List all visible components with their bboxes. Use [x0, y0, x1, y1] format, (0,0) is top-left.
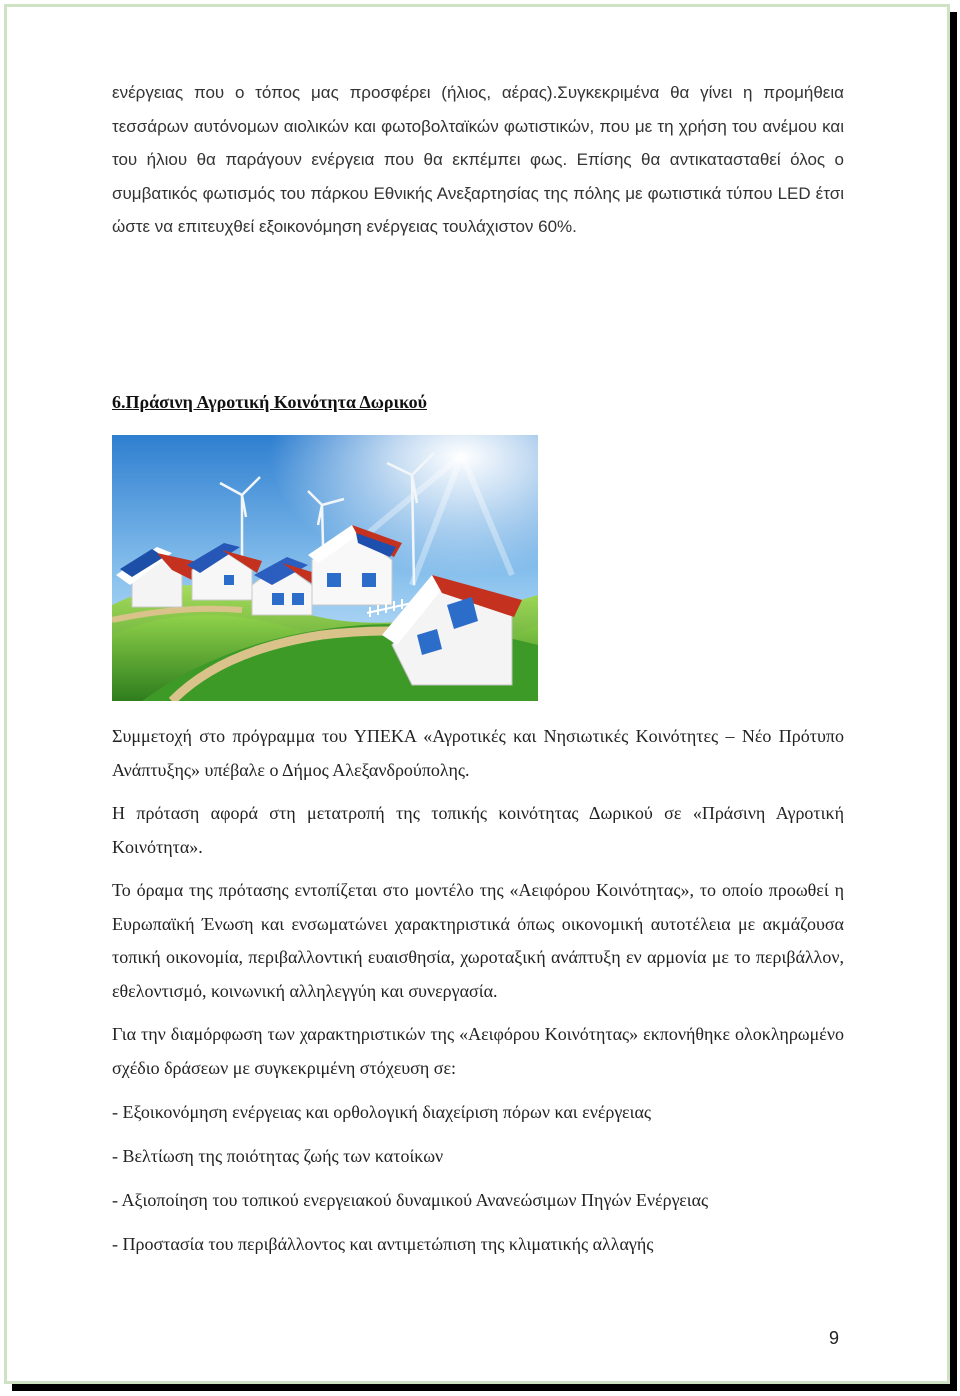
paragraph-vision: Το όραμα της πρότασης εντοπίζεται στο μοντέλο της «Αειφόρου Κοινότητας», το οποίο προωθεί η Ευρωπαϊκή Ένωση και ενσωματώνει χαρακτηριστικά όπως οικονομική αυτοτέλεια με ακμάζουσα τοπική οικονομία, περιβαλλοντική ευαισθησία, χωροταξική ανάπτυξη εν αρμονία με το περιβάλλον, εθελοντισμό, κοινωνική αλληλεγγύη και συνεργασία. [112, 880, 844, 1001]
section-body [112, 720, 844, 1095]
paragraph-program: Συμμετοχή στο πρόγραμμα του ΥΠΕΚΑ «Αγροτικές και Νησιωτικές Κοινότητες – Νέο Πρότυπο Ανάπτυξης» υπέβαλε ο Δήμος Αλεξανδρούπολης. [112, 726, 844, 780]
list-item: - Εξοικονόμηση ενέργειας και ορθολογική διαχείριση πόρων και ενέργειας [112, 1102, 651, 1122]
paragraph-plan: Για την διαμόρφωση των χαρακτηριστικών της «Αειφόρου Κοινότητας» εκπονήθηκε ολοκληρωμένο σχέδιο δράσεων με συγκεκριμένη στόχευση σε: [112, 1024, 844, 1078]
list-item: - Προστασία του περιβάλλοντος και αντιμετώπιση της κλιματικής αλλαγής [112, 1234, 654, 1254]
paragraph-proposal: Η πρόταση αφορά στη μετατροπή της τοπικής κοινότητας Δωρικού σε «Πράσινη Αγροτική Κοινότητα». [112, 803, 844, 857]
list-item: - Αξιοποίηση του τοπικού ενεργειακού δυναμικού Ανανεώσιμων Πηγών Ενέργειας [112, 1190, 709, 1210]
page-border-shadow-bottom [12, 1384, 957, 1391]
green-village-illustration [112, 435, 538, 701]
page-border-shadow-right [950, 12, 957, 1390]
page-number: 9 [829, 1328, 840, 1348]
goals-list [112, 1096, 844, 1272]
intro-block [112, 76, 844, 244]
intro-paragraph: ενέργειας που ο τόπος μας προσφέρει (ήλιος, αέρας).Συγκεκριμένα θα γίνει η προμήθεια τεσσάρων αυτόνομων αιολικών και φωτοβολταϊκών φωτιστικών, που με τη χρήση του ανέμου και του ήλιου θα παράγουν ενέργεια που θα εκπέμπει φως. Επίσης θα αντικατασταθεί όλος ο συμβατικός φωτισμός του πάρκου Εθνικής Ανεξαρτησίας της πόλης με φωτιστικά τύπου LED έτσι ώστε να επιτευχθεί εξοικονόμηση ενέργειας τουλάχιστον 60%. [112, 83, 844, 236]
section-heading: 6.Πράσινη Αγροτική Κοινότητα Δωρικού [112, 392, 427, 412]
list-item: - Βελτίωση της ποιότητας ζωής των κατοίκων [112, 1146, 444, 1166]
